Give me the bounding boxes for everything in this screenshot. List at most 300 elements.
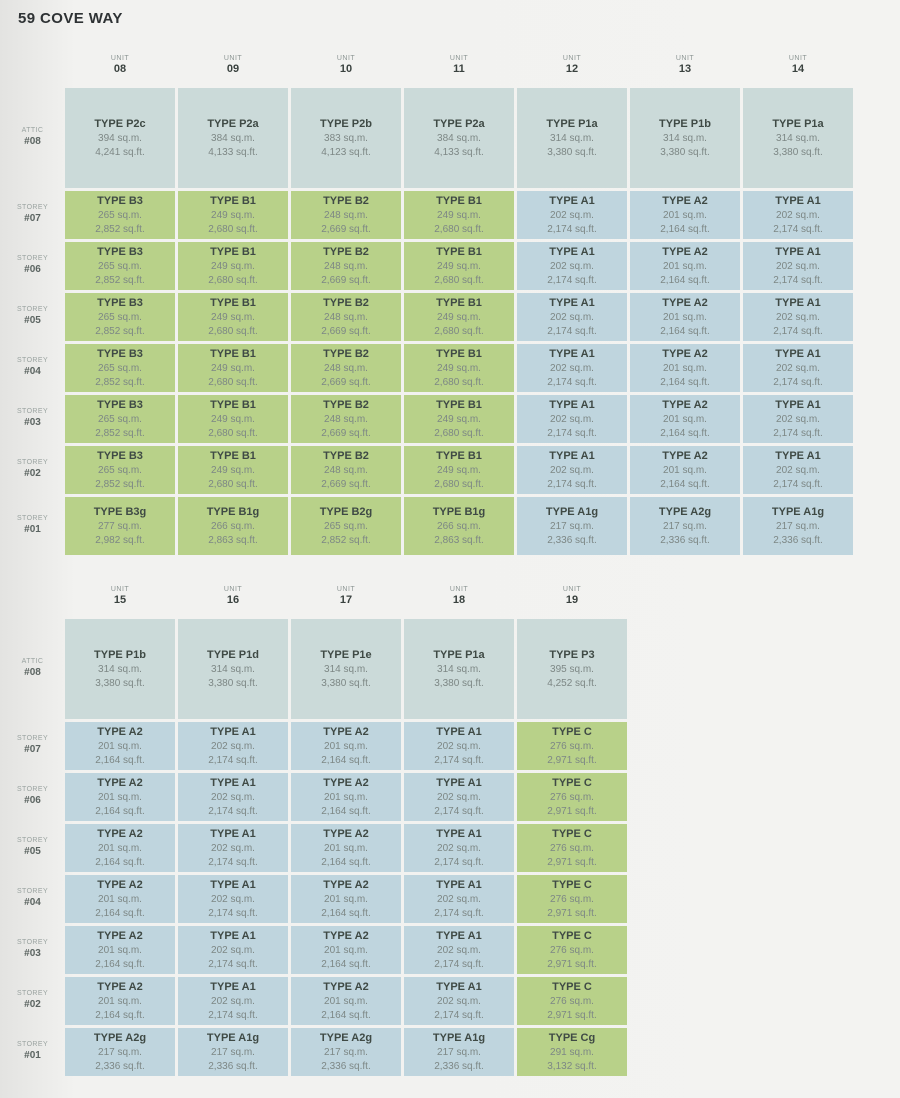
unit-cell (65, 824, 175, 872)
cell-area-sqft: 2,680 sq.ft. (208, 427, 258, 439)
cell-area-sqm: 249 sq.m. (211, 363, 255, 375)
cell-area-sqft: 3,380 sq.ft. (208, 677, 258, 689)
cell-area-sqm: 217 sq.m. (437, 1047, 481, 1059)
cell-area-sqm: 201 sq.m. (663, 465, 707, 477)
floor-number: #05 (24, 315, 41, 327)
cell-type: TYPE A1g (432, 1032, 486, 1045)
cell-area-sqft: 2,174 sq.ft. (547, 376, 597, 388)
cell-area-sqm: 249 sq.m. (437, 261, 481, 273)
cell-area-sqft: 3,380 sq.ft. (321, 677, 371, 689)
cell-area-sqft: 2,164 sq.ft. (95, 856, 145, 868)
cell-area-sqm: 202 sq.m. (776, 210, 820, 222)
cell-type: TYPE P1a (546, 118, 598, 131)
cell-area-sqft: 2,164 sq.ft. (95, 1009, 145, 1021)
cell-type: TYPE B1g (206, 506, 260, 519)
unit-number: 08 (113, 63, 127, 76)
unit-cell (178, 395, 288, 443)
cell-area-sqft: 2,669 sq.ft. (321, 325, 371, 337)
unit-cell (404, 875, 514, 923)
cell-area-sqm: 201 sq.m. (663, 414, 707, 426)
cell-type: TYPE Cg (548, 1032, 596, 1045)
cell-type: TYPE B2 (323, 195, 369, 208)
floor-label (3, 88, 62, 188)
cell-type: TYPE P1a (772, 118, 824, 131)
cell-area-sqm: 248 sq.m. (324, 312, 368, 324)
cell-area-sqm: 249 sq.m. (437, 312, 481, 324)
cell-area-sqft: 2,669 sq.ft. (321, 274, 371, 286)
unit-cell (630, 88, 740, 188)
cell-area-sqm: 201 sq.m. (98, 741, 142, 753)
floor-number: #06 (24, 795, 41, 807)
floor-word: STOREY (16, 306, 49, 314)
unit-cell (178, 88, 288, 188)
cell-type: TYPE A2 (662, 246, 708, 259)
cell-type: TYPE A2g (658, 506, 712, 519)
cell-area-sqft: 4,241 sq.ft. (95, 146, 145, 158)
cell-type: TYPE A2 (323, 726, 369, 739)
unit-cell (517, 242, 627, 290)
cell-area-sqft: 2,852 sq.ft. (95, 427, 145, 439)
floor-number: #08 (24, 667, 41, 679)
unit-cell (291, 395, 401, 443)
unit-number: 09 (226, 63, 240, 76)
cell-area-sqm: 202 sq.m. (211, 792, 255, 804)
cell-area-sqft: 2,863 sq.ft. (434, 534, 484, 546)
floor-number: #01 (24, 524, 41, 536)
cell-area-sqft: 2,174 sq.ft. (547, 427, 597, 439)
unit-cell (404, 395, 514, 443)
unit-header (517, 584, 627, 616)
cell-area-sqft: 2,680 sq.ft. (208, 376, 258, 388)
cell-area-sqft: 3,132 sq.ft. (547, 1060, 597, 1072)
unit-cell (404, 88, 514, 188)
unit-cell (178, 1028, 288, 1076)
cell-type: TYPE A1 (436, 726, 482, 739)
cell-area-sqm: 248 sq.m. (324, 363, 368, 375)
unit-label: UNIT (223, 586, 243, 593)
cell-type: TYPE C (552, 777, 592, 790)
cell-area-sqft: 2,852 sq.ft. (95, 376, 145, 388)
cell-area-sqft: 4,133 sq.ft. (208, 146, 258, 158)
cell-area-sqft: 2,336 sq.ft. (208, 1060, 258, 1072)
cell-area-sqm: 265 sq.m. (98, 465, 142, 477)
cell-area-sqft: 2,174 sq.ft. (434, 856, 484, 868)
unit-cell (517, 824, 627, 872)
floor-word: STOREY (16, 1041, 49, 1049)
cell-type: TYPE A2 (323, 981, 369, 994)
unit-cell (65, 977, 175, 1025)
unit-label: UNIT (788, 55, 808, 62)
unit-cell (65, 191, 175, 239)
cell-area-sqft: 2,982 sq.ft. (95, 534, 145, 546)
cell-area-sqft: 2,174 sq.ft. (773, 274, 823, 286)
cell-area-sqft: 2,336 sq.ft. (660, 534, 710, 546)
cell-type: TYPE A1 (775, 246, 821, 259)
cell-area-sqft: 2,164 sq.ft. (660, 427, 710, 439)
cell-area-sqm: 276 sq.m. (550, 945, 594, 957)
floor-word: STOREY (16, 204, 49, 212)
unit-cell (404, 1028, 514, 1076)
floor-label (3, 977, 62, 1025)
unit-cell (178, 824, 288, 872)
cell-area-sqft: 2,164 sq.ft. (321, 1009, 371, 1021)
unit-cell (404, 293, 514, 341)
cell-type: TYPE B1 (210, 195, 256, 208)
cell-area-sqft: 2,971 sq.ft. (547, 856, 597, 868)
cell-area-sqft: 2,164 sq.ft. (321, 856, 371, 868)
cell-area-sqm: 202 sq.m. (550, 465, 594, 477)
cell-type: TYPE A1g (771, 506, 825, 519)
cell-area-sqm: 202 sq.m. (776, 261, 820, 273)
cell-area-sqm: 202 sq.m. (211, 996, 255, 1008)
unit-cell (404, 191, 514, 239)
floor-label (3, 1028, 62, 1076)
cell-area-sqft: 2,336 sq.ft. (321, 1060, 371, 1072)
cell-type: TYPE A2 (662, 450, 708, 463)
cell-type: TYPE B3 (97, 195, 143, 208)
cell-area-sqm: 217 sq.m. (324, 1047, 368, 1059)
unit-cell (743, 88, 853, 188)
unit-cell (291, 497, 401, 555)
cell-area-sqm: 291 sq.m. (550, 1047, 594, 1059)
cell-area-sqm: 249 sq.m. (437, 465, 481, 477)
unit-cell (517, 293, 627, 341)
unit-header (178, 584, 288, 616)
cell-area-sqm: 249 sq.m. (437, 414, 481, 426)
cell-area-sqm: 249 sq.m. (437, 363, 481, 375)
unit-cell (178, 497, 288, 555)
cell-area-sqm: 276 sq.m. (550, 996, 594, 1008)
cell-area-sqft: 2,680 sq.ft. (208, 274, 258, 286)
cell-type: TYPE A2 (97, 726, 143, 739)
unit-label: UNIT (336, 586, 356, 593)
unit-cell (291, 824, 401, 872)
cell-type: TYPE A1 (210, 777, 256, 790)
floor-word: STOREY (16, 786, 49, 794)
unit-cell (630, 446, 740, 494)
floor-number: #07 (24, 213, 41, 225)
cell-type: TYPE C (552, 828, 592, 841)
unit-cell (291, 875, 401, 923)
cell-type: TYPE P1a (433, 649, 485, 662)
cell-area-sqft: 2,174 sq.ft. (208, 856, 258, 868)
floor-word: STOREY (16, 408, 49, 416)
cell-type: TYPE A2 (323, 777, 369, 790)
cell-type: TYPE A1 (549, 399, 595, 412)
cell-type: TYPE B2 (323, 399, 369, 412)
cell-type: TYPE A1 (436, 930, 482, 943)
cell-area-sqft: 2,971 sq.ft. (547, 754, 597, 766)
header-spacer (3, 53, 62, 83)
cell-type: TYPE P2c (94, 118, 146, 131)
cell-type: TYPE C (552, 879, 592, 892)
floor-number: #06 (24, 264, 41, 276)
cell-area-sqm: 202 sq.m. (550, 414, 594, 426)
unit-label: UNIT (562, 586, 582, 593)
cell-type: TYPE P1d (207, 649, 259, 662)
cell-type: TYPE A1 (210, 726, 256, 739)
unit-cell (404, 344, 514, 392)
cell-area-sqm: 266 sq.m. (211, 521, 255, 533)
cell-area-sqft: 2,174 sq.ft. (547, 274, 597, 286)
floor-number: #01 (24, 1050, 41, 1062)
unit-header (743, 53, 853, 85)
unit-cell (178, 773, 288, 821)
cell-area-sqm: 202 sq.m. (437, 894, 481, 906)
cell-type: TYPE B1 (436, 246, 482, 259)
floor-number: #02 (24, 999, 41, 1011)
cell-area-sqm: 249 sq.m. (211, 414, 255, 426)
unit-cell (291, 88, 401, 188)
cell-area-sqm: 201 sq.m. (324, 741, 368, 753)
cell-area-sqft: 3,380 sq.ft. (434, 677, 484, 689)
unit-cell (291, 293, 401, 341)
cell-area-sqft: 2,164 sq.ft. (321, 805, 371, 817)
cell-area-sqm: 276 sq.m. (550, 792, 594, 804)
unit-header (65, 53, 175, 85)
cell-area-sqft: 2,174 sq.ft. (773, 325, 823, 337)
floor-label (3, 191, 62, 239)
unit-cell (517, 446, 627, 494)
cell-area-sqm: 248 sq.m. (324, 414, 368, 426)
cell-area-sqm: 383 sq.m. (324, 133, 368, 145)
cell-area-sqft: 2,336 sq.ft. (95, 1060, 145, 1072)
cell-area-sqm: 249 sq.m. (437, 210, 481, 222)
floor-label (3, 926, 62, 974)
unit-cell (517, 1028, 627, 1076)
unit-number: 14 (791, 63, 805, 76)
unit-cell (291, 773, 401, 821)
cell-area-sqft: 2,336 sq.ft. (434, 1060, 484, 1072)
cell-area-sqft: 2,174 sq.ft. (547, 223, 597, 235)
cell-area-sqft: 4,133 sq.ft. (434, 146, 484, 158)
unit-label: UNIT (223, 55, 243, 62)
cell-area-sqft: 3,380 sq.ft. (660, 146, 710, 158)
cell-type: TYPE A1 (549, 195, 595, 208)
cell-area-sqft: 2,680 sq.ft. (434, 325, 484, 337)
unit-cell (178, 926, 288, 974)
cell-area-sqm: 201 sq.m. (98, 792, 142, 804)
cell-area-sqm: 202 sq.m. (776, 465, 820, 477)
unit-cell (291, 242, 401, 290)
floor-label (3, 824, 62, 872)
floor-word: STOREY (16, 837, 49, 845)
cell-area-sqft: 2,971 sq.ft. (547, 958, 597, 970)
cell-area-sqm: 217 sq.m. (776, 521, 820, 533)
cell-type: TYPE C (552, 981, 592, 994)
unit-number: 19 (565, 594, 579, 607)
unit-cell (404, 497, 514, 555)
cell-area-sqft: 3,380 sq.ft. (547, 146, 597, 158)
cell-area-sqm: 265 sq.m. (98, 414, 142, 426)
unit-number: 11 (453, 63, 465, 76)
cell-type: TYPE A1g (545, 506, 599, 519)
cell-type: TYPE P2b (320, 118, 372, 131)
unit-cell (65, 497, 175, 555)
unit-cell (178, 619, 288, 719)
unit-cell (291, 446, 401, 494)
cell-type: TYPE B1 (210, 297, 256, 310)
unit-cell (630, 395, 740, 443)
unit-number: 16 (226, 594, 240, 607)
cell-area-sqm: 314 sq.m. (211, 664, 255, 676)
unit-cell (404, 446, 514, 494)
cell-area-sqft: 2,971 sq.ft. (547, 1009, 597, 1021)
unit-header (291, 53, 401, 85)
cell-type: TYPE A1 (210, 930, 256, 943)
cell-type: TYPE A1 (210, 981, 256, 994)
cell-area-sqm: 249 sq.m. (211, 210, 255, 222)
unit-cell (291, 619, 401, 719)
cell-area-sqft: 3,380 sq.ft. (773, 146, 823, 158)
unit-cell (65, 773, 175, 821)
cell-area-sqm: 202 sq.m. (776, 414, 820, 426)
unit-cell (291, 344, 401, 392)
cell-area-sqm: 201 sq.m. (663, 363, 707, 375)
cell-area-sqft: 2,680 sq.ft. (434, 223, 484, 235)
cell-area-sqft: 2,863 sq.ft. (208, 534, 258, 546)
unit-cell (517, 722, 627, 770)
cell-area-sqft: 2,164 sq.ft. (95, 907, 145, 919)
cell-type: TYPE B3 (97, 348, 143, 361)
unit-cell (743, 395, 853, 443)
cell-area-sqft: 2,164 sq.ft. (321, 754, 371, 766)
cell-area-sqft: 2,174 sq.ft. (773, 478, 823, 490)
cell-area-sqm: 202 sq.m. (211, 843, 255, 855)
cell-area-sqft: 2,852 sq.ft. (321, 534, 371, 546)
cell-type: TYPE P1b (94, 649, 146, 662)
unit-cell (178, 191, 288, 239)
unit-cell (630, 497, 740, 555)
cell-area-sqft: 2,336 sq.ft. (547, 534, 597, 546)
unit-number: 13 (678, 63, 692, 76)
unit-cell (743, 344, 853, 392)
floor-word: STOREY (16, 888, 49, 896)
unit-cell (65, 88, 175, 188)
unit-cell (291, 191, 401, 239)
units-grid-bottom (3, 584, 627, 1076)
cell-type: TYPE A1 (775, 195, 821, 208)
header-spacer (3, 584, 62, 614)
cell-area-sqft: 2,680 sq.ft. (434, 274, 484, 286)
unit-label: UNIT (110, 55, 130, 62)
cell-area-sqm: 201 sq.m. (98, 996, 142, 1008)
cell-area-sqm: 201 sq.m. (324, 792, 368, 804)
cell-type: TYPE A1 (436, 879, 482, 892)
cell-area-sqm: 217 sq.m. (98, 1047, 142, 1059)
floor-word: STOREY (16, 255, 49, 263)
cell-type: TYPE B1 (210, 450, 256, 463)
cell-area-sqm: 202 sq.m. (550, 261, 594, 273)
cell-type: TYPE A1 (436, 828, 482, 841)
floor-word: STOREY (16, 990, 49, 998)
cell-area-sqm: 314 sq.m. (437, 664, 481, 676)
cell-area-sqm: 202 sq.m. (437, 792, 481, 804)
cell-area-sqft: 2,336 sq.ft. (773, 534, 823, 546)
unit-header (517, 53, 627, 85)
cell-area-sqft: 2,852 sq.ft. (95, 274, 145, 286)
unit-cell (517, 191, 627, 239)
cell-type: TYPE P1b (659, 118, 711, 131)
unit-number: 12 (565, 63, 579, 76)
cell-area-sqm: 314 sq.m. (663, 133, 707, 145)
cell-type: TYPE A1 (436, 981, 482, 994)
unit-cell (178, 293, 288, 341)
cell-type: TYPE P2a (433, 118, 485, 131)
unit-cell (743, 191, 853, 239)
cell-area-sqft: 4,123 sq.ft. (321, 146, 371, 158)
unit-cell (65, 395, 175, 443)
cell-area-sqm: 265 sq.m. (98, 261, 142, 273)
cell-area-sqft: 2,971 sq.ft. (547, 805, 597, 817)
cell-type: TYPE B2 (323, 297, 369, 310)
floor-word: STOREY (16, 357, 49, 365)
cell-type: TYPE B2 (323, 348, 369, 361)
cell-type: TYPE B1 (210, 246, 256, 259)
cell-area-sqm: 384 sq.m. (211, 133, 255, 145)
cell-type: TYPE A2 (323, 930, 369, 943)
cell-area-sqm: 201 sq.m. (324, 996, 368, 1008)
cell-area-sqm: 265 sq.m. (98, 210, 142, 222)
cell-type: TYPE A2g (93, 1032, 147, 1045)
cell-type: TYPE A2 (97, 981, 143, 994)
unit-cell (517, 395, 627, 443)
unit-label: UNIT (449, 55, 469, 62)
cell-area-sqm: 201 sq.m. (324, 894, 368, 906)
cell-type: TYPE A2 (97, 930, 143, 943)
cell-type: TYPE P3 (549, 649, 595, 662)
cell-area-sqft: 2,164 sq.ft. (660, 223, 710, 235)
cell-type: TYPE B3 (97, 297, 143, 310)
cell-type: TYPE C (552, 726, 592, 739)
cell-type: TYPE A2 (662, 297, 708, 310)
unit-cell (630, 242, 740, 290)
cell-area-sqft: 2,174 sq.ft. (434, 1009, 484, 1021)
cell-area-sqm: 384 sq.m. (437, 133, 481, 145)
cell-type: TYPE B1 (436, 297, 482, 310)
cell-area-sqft: 2,164 sq.ft. (95, 958, 145, 970)
cell-area-sqft: 2,174 sq.ft. (208, 754, 258, 766)
cell-area-sqft: 2,680 sq.ft. (208, 325, 258, 337)
cell-area-sqm: 248 sq.m. (324, 261, 368, 273)
cell-area-sqft: 2,164 sq.ft. (660, 325, 710, 337)
cell-area-sqm: 202 sq.m. (437, 996, 481, 1008)
unit-cell (291, 926, 401, 974)
floor-label (3, 344, 62, 392)
cell-type: TYPE P1e (320, 649, 372, 662)
cell-area-sqft: 2,174 sq.ft. (547, 478, 597, 490)
unit-cell (65, 344, 175, 392)
cell-type: TYPE B1 (436, 348, 482, 361)
unit-cell (291, 722, 401, 770)
unit-cell (517, 875, 627, 923)
cell-area-sqm: 201 sq.m. (98, 945, 142, 957)
cell-area-sqm: 201 sq.m. (324, 945, 368, 957)
cell-type: TYPE B1 (210, 348, 256, 361)
unit-cell (404, 977, 514, 1025)
cell-area-sqft: 4,252 sq.ft. (547, 677, 597, 689)
unit-cell (404, 824, 514, 872)
unit-cell (630, 293, 740, 341)
cell-type: TYPE B1 (436, 195, 482, 208)
cell-area-sqm: 217 sq.m. (211, 1047, 255, 1059)
unit-cell (65, 1028, 175, 1076)
cell-area-sqm: 265 sq.m. (98, 363, 142, 375)
unit-label: UNIT (675, 55, 695, 62)
cell-area-sqft: 2,852 sq.ft. (95, 478, 145, 490)
cell-area-sqft: 2,680 sq.ft. (434, 427, 484, 439)
cell-area-sqm: 248 sq.m. (324, 210, 368, 222)
